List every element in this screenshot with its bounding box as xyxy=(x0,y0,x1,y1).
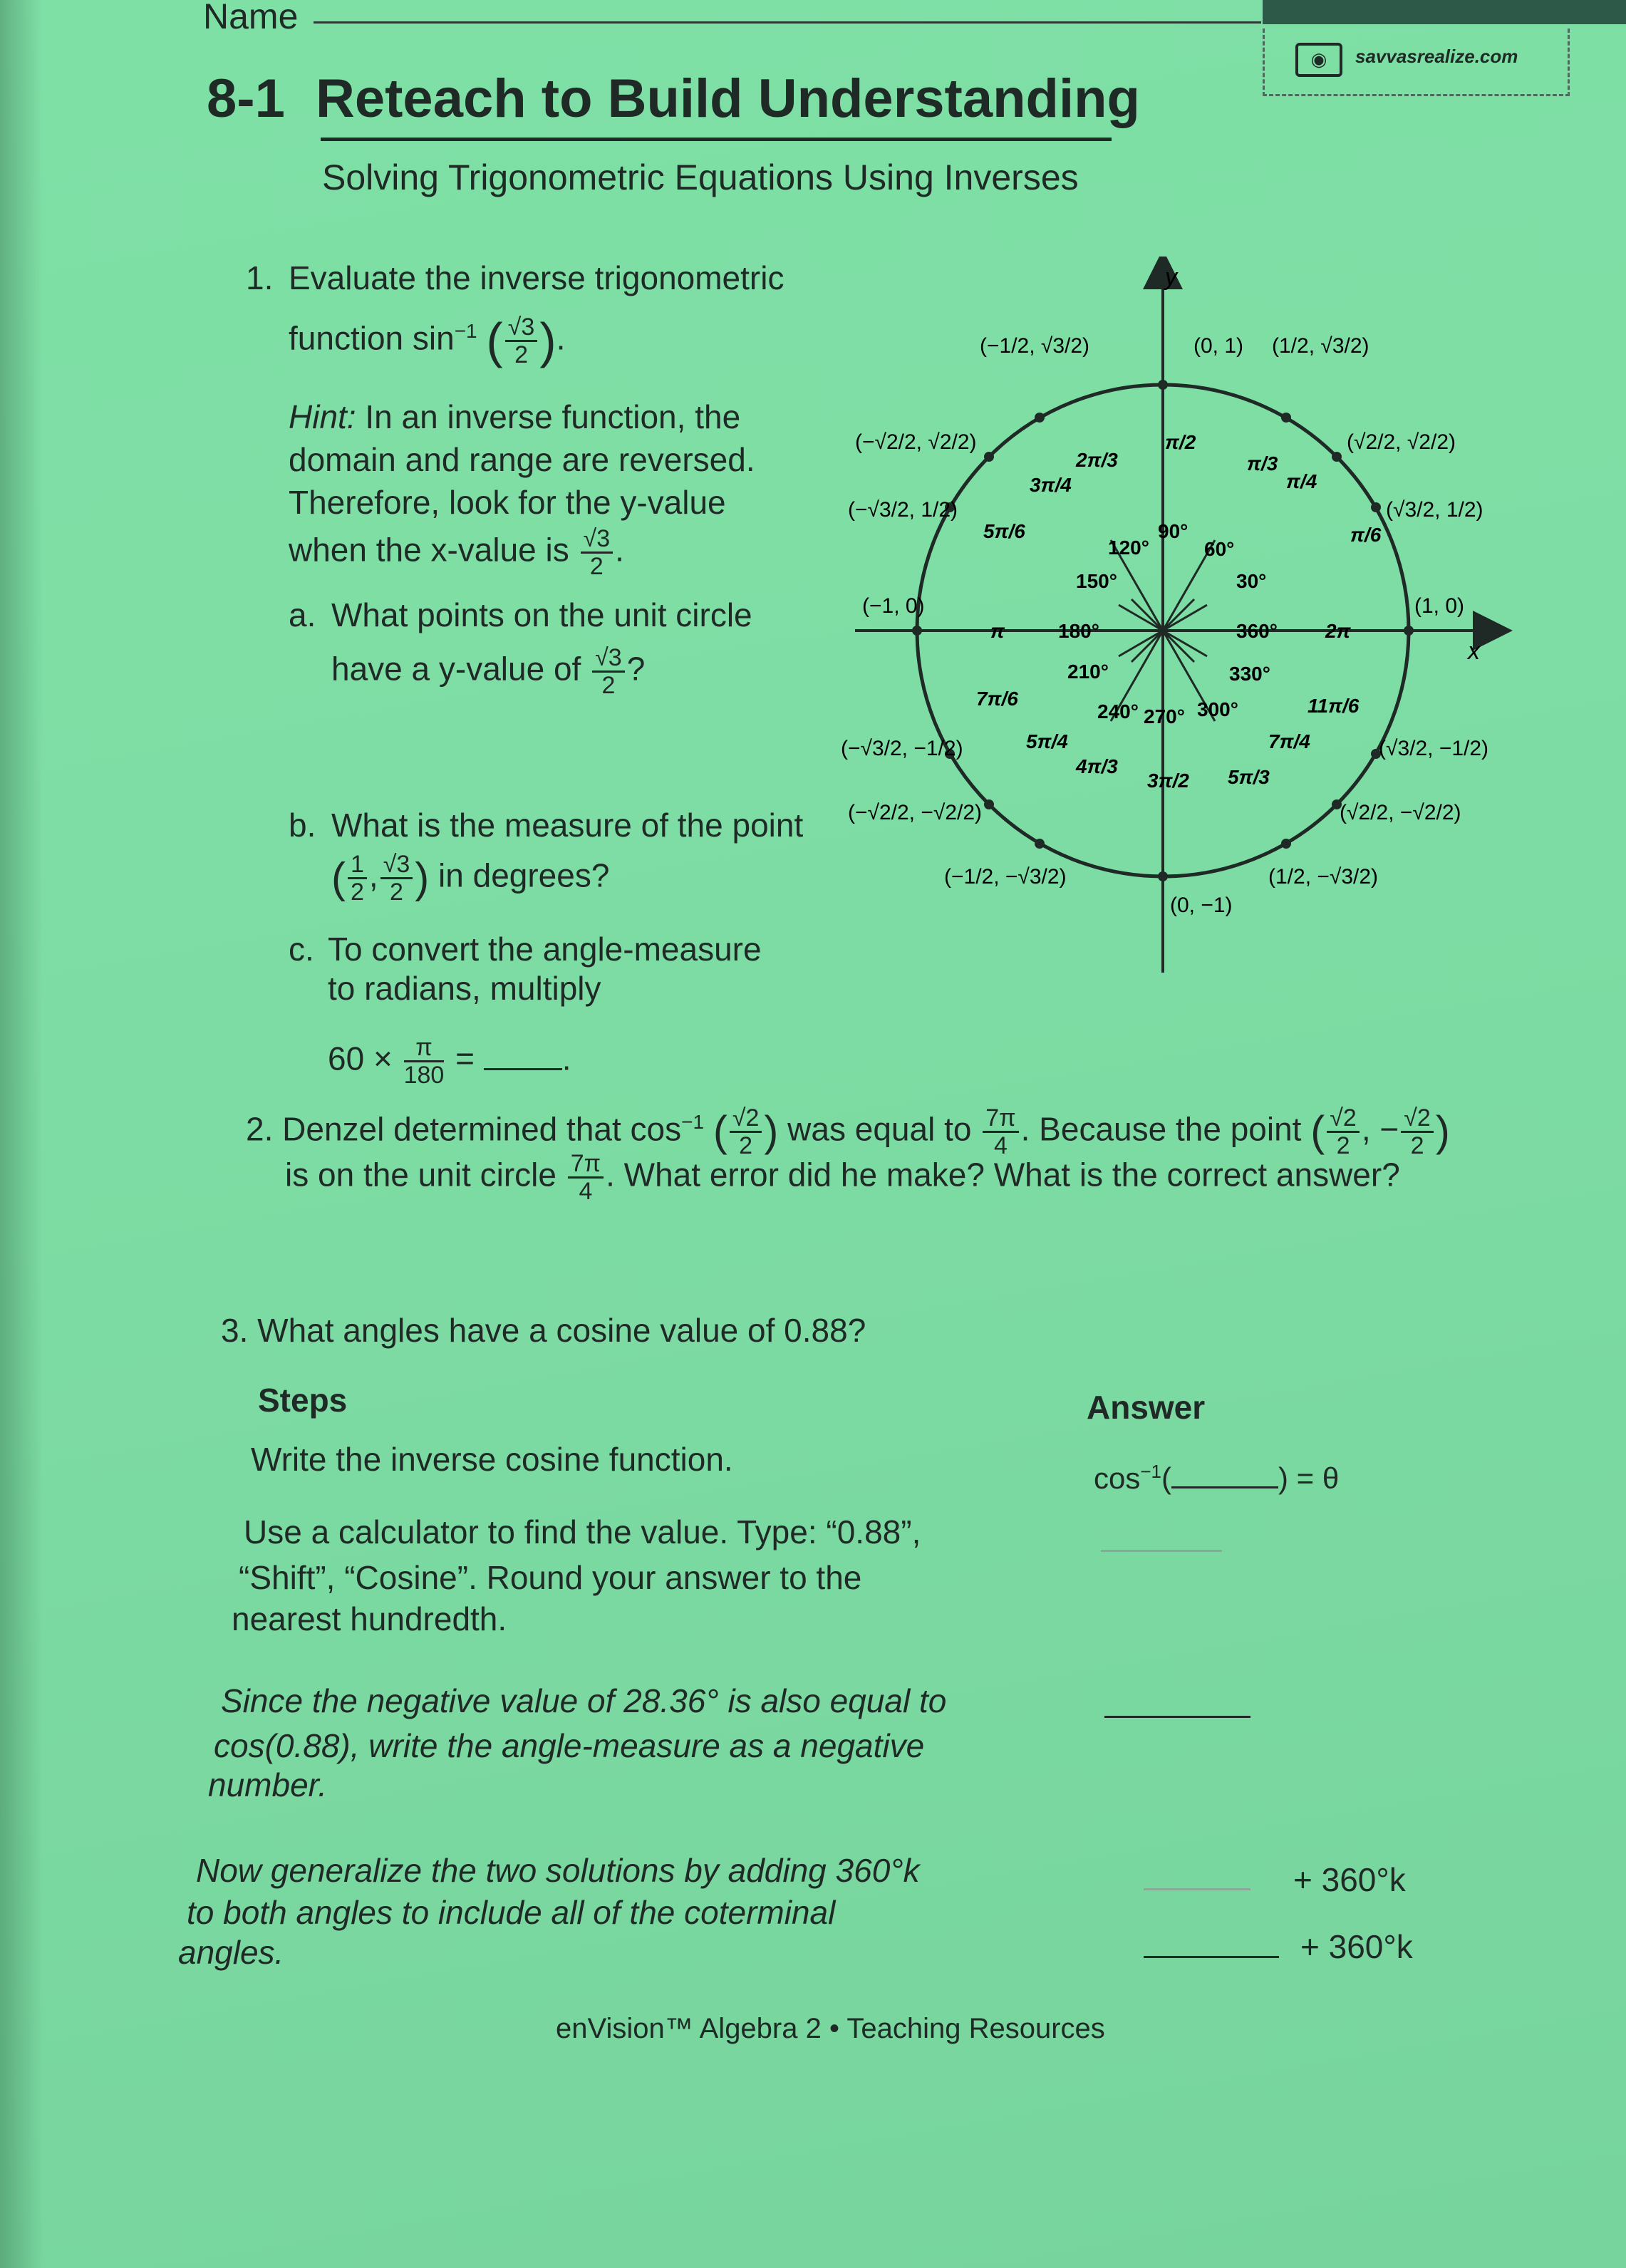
q1b-text: in degrees? xyxy=(429,856,610,894)
q1b-y-num: √3 xyxy=(380,851,413,879)
pt-right: (1, 0) xyxy=(1414,594,1465,618)
deg-150: 150° xyxy=(1076,570,1117,592)
rad-240: 4π/3 xyxy=(1076,755,1118,777)
hint-frac-den: 2 xyxy=(589,553,604,580)
x-axis-label: x xyxy=(1468,638,1480,665)
hint-line: Therefore, look for the y-value xyxy=(289,484,726,521)
q1b-y-den: 2 xyxy=(390,879,403,906)
q2-val-den: 4 xyxy=(993,1132,1008,1159)
q2-line1: 2. Denzel determined that $\cos^{-1}$ ( $\frac{√2}{2}$ ) was equal to $\frac{7\pi}{4}$ . Because the point ( $\frac{√2}{2}$ , − $\frac{√2}{2}$ ) xyxy=(246,1104,1450,1159)
q2-pty-den: 2 xyxy=(1410,1132,1424,1159)
q2-val-num: 7π xyxy=(983,1105,1018,1133)
step4-line: Now generalize the two solutions by adding 360°k xyxy=(196,1852,920,1889)
step3-answer-blank[interactable] xyxy=(1104,1716,1250,1718)
q1b-x-den: 2 xyxy=(350,879,364,906)
pt-q4-330: (√3/2, −1/2) xyxy=(1379,737,1489,760)
q2-l2-num: 7π xyxy=(568,1151,604,1179)
deg-90: 90° xyxy=(1158,520,1189,542)
q2-arg-den: 2 xyxy=(739,1132,753,1159)
lesson-number: 8-1 xyxy=(207,68,285,129)
q2-number: 2. xyxy=(246,1110,274,1148)
q1-sup: −1 xyxy=(454,320,477,342)
q1a-frac-num: √3 xyxy=(592,645,625,673)
deg-30: 30° xyxy=(1236,570,1267,592)
step1-text: Write the inverse cosine function. xyxy=(251,1441,733,1478)
q2-arg-num: √2 xyxy=(730,1105,762,1133)
rad-60: π/3 xyxy=(1247,452,1278,475)
pt-left: (−1, 0) xyxy=(862,594,925,618)
pt-q1-60: (1/2, √3/2) xyxy=(1272,334,1369,358)
q3-number: 3. xyxy=(221,1312,249,1349)
pt-bottom: (0, −1) xyxy=(1170,894,1233,917)
q1a-frac-den: 2 xyxy=(601,672,616,699)
step4-answer2: + 360°k xyxy=(1300,1928,1413,1965)
step3-line: cos(0.88), write the angle-measure as a negative xyxy=(214,1727,925,1764)
q1-arg-den: 2 xyxy=(514,341,528,368)
y-axis-label: y xyxy=(1165,264,1177,291)
deg-300: 300° xyxy=(1197,698,1238,720)
q1c-expression: 60 × $\frac{\pi}{180}$ = . xyxy=(328,1034,571,1089)
q1b-line2: ( $\frac{1}{2}$ , $\frac{√3}{2}$ ) in degrees? xyxy=(331,851,610,906)
rad-360: 2π xyxy=(1325,620,1351,642)
pt-q1-30: (√3/2, 1/2) xyxy=(1386,498,1483,522)
rad-210: 7π/6 xyxy=(976,688,1018,710)
q3-prompt xyxy=(221,1309,866,1352)
q1a-line2: have a y-value of $\frac{√3}{2}$ ? xyxy=(331,644,646,699)
step2-line: Use a calculator to find the value. Type: “0.88”, xyxy=(244,1513,921,1550)
q1c-line1: To convert the angle-measure xyxy=(328,931,762,968)
deg-120: 120° xyxy=(1108,537,1149,559)
q1c-line2: to radians, multiply xyxy=(328,970,601,1007)
pt-q2-135: (−√2/2, √2/2) xyxy=(855,430,977,454)
step4-answer1: + 360°k xyxy=(1293,1861,1406,1898)
rad-180: π xyxy=(990,620,1005,642)
step3-line: Since the negative value of 28.36° is also equal to xyxy=(221,1682,947,1719)
q2-ptx-num: √2 xyxy=(1327,1105,1360,1133)
q2-text: is on the unit circle xyxy=(285,1156,566,1193)
q1c-answer-blank[interactable] xyxy=(484,1068,562,1070)
q2-text: Denzel determined that cos xyxy=(282,1110,682,1148)
brand-site: savvasrealize.com xyxy=(1355,46,1518,67)
step4-answer2-blank[interactable] xyxy=(1144,1956,1279,1958)
hint-line: In an inverse function, the xyxy=(356,398,741,435)
deg-360: 360° xyxy=(1236,620,1278,642)
page-subtitle: Solving Trigonometric Equations Using Inverses xyxy=(322,157,1079,197)
q1b-x-num: 1 xyxy=(348,851,367,879)
rad-330: 11π/6 xyxy=(1307,695,1360,717)
q2-text: was equal to xyxy=(778,1110,981,1148)
q2-ptx-den: 2 xyxy=(1336,1132,1350,1159)
rad-120: 2π/3 xyxy=(1076,449,1118,471)
footer: enVision™ Algebra 2 • Teaching Resources xyxy=(556,2013,1105,2044)
step4-line: angles. xyxy=(178,1934,284,1971)
step1-cos: cos xyxy=(1094,1461,1141,1495)
q1a-text: have a y-value of xyxy=(331,650,581,688)
q1a-label: a. xyxy=(289,596,316,633)
name-field-line[interactable] xyxy=(314,21,1261,24)
deg-60: 60° xyxy=(1204,538,1235,560)
pt-q2-120: (−1/2, √3/2) xyxy=(980,334,1090,358)
page-title xyxy=(207,68,1140,130)
page-shadow xyxy=(0,0,43,2268)
q1c-frac-num: π xyxy=(404,1035,445,1062)
step1-sup: −1 xyxy=(1140,1461,1162,1482)
q1-prompt-line1: Evaluate the inverse trigonometric xyxy=(289,259,784,296)
q2-pty-num: √2 xyxy=(1401,1105,1434,1133)
pt-q4-300: (1/2, −√3/2) xyxy=(1268,865,1379,889)
deg-210: 210° xyxy=(1067,661,1109,683)
q1c-frac-den: 180 xyxy=(403,1062,445,1089)
deg-240: 240° xyxy=(1097,700,1139,723)
deg-270: 270° xyxy=(1144,705,1185,727)
unit-circle-diagram xyxy=(841,257,1518,983)
q1a-line1: What points on the unit circle xyxy=(331,596,752,633)
rad-90: π/2 xyxy=(1165,431,1196,453)
q1c-label: c. xyxy=(289,931,314,968)
step4-answer1-blank[interactable] xyxy=(1144,1888,1250,1890)
step2-line: “Shift”, “Cosine”. Round your answer to the xyxy=(239,1559,862,1596)
answer-header: Answer xyxy=(1087,1389,1206,1426)
q1-func: function sin xyxy=(289,319,455,357)
pt-q3-240: (−1/2, −√3/2) xyxy=(944,865,1067,889)
q1-hint xyxy=(289,395,740,438)
step1-theta: ) = θ xyxy=(1278,1461,1340,1495)
rad-225: 5π/4 xyxy=(1026,730,1068,752)
rad-30: π/6 xyxy=(1350,524,1382,546)
step1-answer-blank[interactable] xyxy=(1171,1486,1278,1488)
rad-150: 5π/6 xyxy=(983,520,1025,542)
rad-300: 5π/3 xyxy=(1228,766,1270,788)
radian-labels xyxy=(976,431,1382,792)
step2-answer-blank[interactable] xyxy=(1101,1550,1222,1552)
wifi-icon: ◉ xyxy=(1295,43,1342,77)
pt-q3-225: (−√2/2, −√2/2) xyxy=(848,801,983,824)
q2-line2 xyxy=(285,1151,1496,1204)
step4-line: to both angles to include all of the coterminal xyxy=(187,1894,836,1931)
pt-q3-210: (−√3/2, −1/2) xyxy=(841,737,963,760)
title-underline xyxy=(321,138,1112,141)
deg-330: 330° xyxy=(1229,663,1270,685)
step2-line: nearest hundredth. xyxy=(232,1600,507,1637)
pt-top: (0, 1) xyxy=(1193,334,1244,358)
rad-315: 7π/4 xyxy=(1268,730,1310,752)
q1c-eq: = xyxy=(455,1040,475,1077)
pt-q1-45: (√2/2, √2/2) xyxy=(1347,430,1456,454)
rad-135: 3π/4 xyxy=(1030,474,1072,496)
header-bar xyxy=(1263,0,1626,24)
hint-label: Hint: xyxy=(289,398,356,435)
rad-270: 3π/2 xyxy=(1147,770,1189,792)
hint-frac-num: √3 xyxy=(581,526,613,554)
hint-line-4: when the x-value is $\frac{√3}{2}$ . xyxy=(289,525,624,580)
q1c-expr: 60 × xyxy=(328,1040,393,1077)
q1b-label: b. xyxy=(289,807,316,844)
q2-text: . Because the point xyxy=(1020,1110,1311,1148)
lesson-title: Reteach to Build Understanding xyxy=(315,68,1140,129)
step3-line: number. xyxy=(208,1766,328,1803)
deg-180: 180° xyxy=(1058,620,1099,642)
pt-q4-315: (√2/2, −√2/2) xyxy=(1340,801,1461,824)
q1b-line1: What is the measure of the point xyxy=(331,807,804,844)
q1-number: 1. xyxy=(246,259,274,296)
hint-line: when the x-value is xyxy=(289,531,569,569)
q1-arg-num: √3 xyxy=(505,314,538,342)
rad-45: π/4 xyxy=(1286,470,1317,492)
q2-sup: −1 xyxy=(681,1111,705,1133)
q1-prompt-line2: function $\sin^{-1}$ ( $\frac{√3}{2}$ ). xyxy=(289,313,566,369)
q3-text: What angles have a cosine value of 0.88? xyxy=(257,1312,866,1349)
name-label: Name xyxy=(203,0,299,36)
q2-text: . What error did he make? What is the correct answer? xyxy=(606,1156,1400,1193)
pt-q2-150: (−√3/2, 1/2) xyxy=(848,498,958,522)
hint-line: domain and range are reversed. xyxy=(289,441,755,478)
q2-l2-den: 4 xyxy=(579,1178,593,1205)
steps-header: Steps xyxy=(258,1382,348,1419)
step1-answer: $\cos^{-1}$( ) = θ xyxy=(1094,1461,1340,1495)
